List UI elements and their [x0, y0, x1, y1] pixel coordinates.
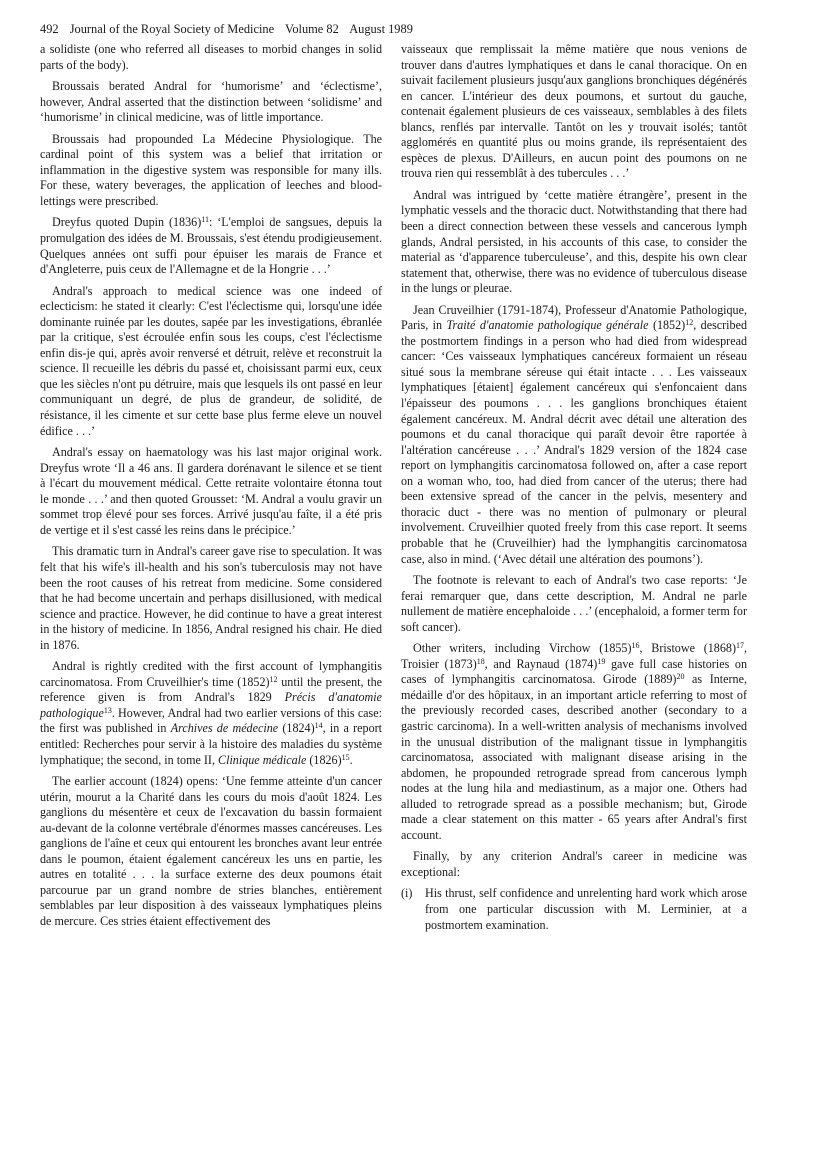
reference-number: 13: [103, 705, 112, 715]
paragraph: [401, 641, 747, 843]
paragraph: [401, 303, 747, 567]
list-text: His thrust, self confidence and unrelenting hard work which arose from one particular discussion with M. Lerminier, at a postmortem examination.: [425, 886, 747, 932]
list-item: [401, 886, 747, 933]
text-run: gave full case histories on cases of lymphangitis carcinomatosa. Girode (1889): [401, 656, 747, 687]
text-run: Other writers, including Virchow (1855): [413, 641, 632, 656]
text-run: , Troisier (1873): [401, 641, 747, 671]
book-title: Précis d'anatomie pathologique: [40, 690, 382, 720]
reference-number: 11: [201, 215, 209, 225]
reference-number: 14: [314, 721, 323, 731]
left-column: [40, 42, 382, 936]
text-run: .: [349, 752, 353, 767]
issue-date: August 1989: [349, 22, 413, 36]
reference-number: 12: [685, 318, 694, 328]
journal-title: Journal of the Royal Society of Medicine: [69, 22, 275, 36]
journal-name: Archives de médecine: [170, 721, 279, 736]
paragraph: vaisseaux que remplissait la même matière que nous venions de trouver dans d'autres lymphatiques et dans le canal thoracique. On en suivait facilement plusieurs jusqu'aux ganglions bronchiques dégénérés en cancer. L'intérieur des deux poumons, et surtout du gauche, contenait également plusieurs de ces vaisseaux, semblables à des filets blancs, renflés par intervalle. Tantôt on les y trouvait isolés; tantôt agglomérés en quantité plus ou moins grande, ils représentaient des espèces de plexus. D'Ailleurs, en aucun point des poumons on ne trouva rien qui ressemblât à des tubercules . . .’: [401, 42, 747, 181]
text-run: Jean Cruveilhier (1791-1874), Professeur d'Anatomie Pathologique, Paris, in: [401, 302, 747, 333]
list-number: (i): [401, 886, 413, 901]
text-run: , in a report entitled: Recherches pour servir à la histoire des maladies du système lymphatique; the second, in tome II,: [40, 721, 383, 767]
paragraph: This dramatic turn in Andral's career gave rise to speculation. It was felt that his wife's ill-health and his son's tuberculosis may not have been the root causes of his retreat from medicine. Some considered that he had become uncertain and perhaps disillusioned, with medical science and practice. However, he did continue to have a great interest in the history of medicine. In 1856, Andral resigned his chair. He died in 1876.: [40, 544, 382, 652]
text-run: Andral is rightly credited with the first account of lymphangitis carcinomatosa. From Cruveilhier's time (1852): [40, 659, 382, 689]
reference-number: 12: [269, 674, 278, 684]
paragraph: a solidiste (one who referred all diseases to morbid changes in solid parts of the body).: [40, 42, 382, 72]
paragraph: [40, 215, 382, 277]
page-number: 492: [40, 22, 59, 36]
text-run: : ‘L'emploi de sangsues, depuis la promulgation des idées de M. Broussais, s'est étendu prodigieusement. Quelques années ont suffi pour épuiser les marais de France et d'Angleterre, puis ceux de l'Allemagne et de la Hongrie . . .’: [40, 215, 383, 277]
paragraph: Andral was intrigued by ‘cette matière étrangère’, present in the lymphatic vessels and the thoracic duct. Notwithstanding that there had been a direct connection between these vessels and cancerous lymph glands, Andral persisted, in his accounts of this case, to consider the material as ‘d'apparence tuberculeuse’, and this, despite his own clear statement that, otherwise, there was no evidence of tuberculous disease in the lungs or pleurae.: [401, 187, 747, 296]
paragraph: Finally, by any criterion Andral's career in medicine was exceptional:: [401, 849, 747, 879]
text-run: as Interne, médaille d'or des hôpitaux, in an important article referring to most of the previously recorded cases, described another (secondary to a gastric carcinoma). In a well-written analysis of mechanisms involved in the unusual distribution of the malignant tissue in lymphangitis carcinomatosa, associated with malignant disease arising in the abdomen, he propounded retrograde spread from cancerous lymph nodes at the lung hila and mediastinum, as a major one. Others had alluded to retrograde spread as a possible mechanism; but, Girode made a clear statement on this matter - 65 years after Andral's first account.: [401, 672, 747, 842]
book-title: Traité d'anatomie pathologique générale: [446, 318, 649, 333]
reference-number: 16: [631, 641, 640, 651]
text-run: (1826): [306, 752, 342, 767]
text-run: , and Raynaud (1874): [484, 656, 598, 671]
text-run: . However, Andral had two earlier versions of this case: the first was published in: [40, 705, 382, 736]
text-run: Dreyfus quoted Dupin (1836): [52, 215, 202, 230]
paragraph: The earlier account (1824) opens: ‘Une femme atteinte d'un cancer utérin, mourut a la Charité dans les cours du mois d'août 1824. Les ganglions du mésentère et ceux de l'excavation du bassin formaient au-devant de la colonne vertébrale d'énormes masses cancéreuses. Les ganglions de l'aîne et ceux qui entourent les bronches avant leur entrée dans le poumon, étaient également cancéreux les uns en partie, les autres en totalité . . . la surface externe des deux poumons était parcourue par un grand nombre de stries blanches, entièrement semblables par leur disposition à des vaisseaux lymphatiques pleins de mercure. Ces stries étaient effectivement des: [40, 774, 382, 928]
reference-number: 17: [735, 641, 744, 651]
right-column: [401, 42, 747, 933]
reference-number: 15: [341, 752, 350, 762]
text-run: (1824): [278, 721, 315, 736]
paragraph: Andral's approach to medical science was one indeed of eclecticism: he stated it clearly: C'est l'éclectisme qui, lorsqu'une idée dominante ruinée par les doutes, sapée par les investigations, ébranlée par la critique, s'est écroulée enfin sous les coups, c'est l'éclectisme enfin dis-je qui, après avoir renversé et détruit, relève et reconstruit la science. Il recueille les débris du passé et, choisissant parmi eux, ceux que les siècles n'ont pu détruire, mais que lesquels ils ont passé en leur communiquant un degré, de plus de grandeur, de solidité, de résistance, il les cimente et sur cette base plus ferme eleve un nouvel édifice . . .’: [40, 283, 382, 438]
paragraph: Broussais had propounded La Médecine Physiologique. The cardinal point of this system was a belief that irritation or inflammation in the digestive system was responsible for many ills. For these, watery beverages, the application of leeches and blood-lettings were prescribed.: [40, 131, 382, 208]
book-title: Clinique médicale: [218, 752, 307, 767]
paragraph: Broussais berated Andral for ‘humorisme’ and ‘éclectisme’, however, Andral asserted that the distinction between ‘solidisme’ and ‘humorisme’ in clinical medicine, was of little importance.: [40, 79, 382, 125]
text-run: (1852): [648, 318, 686, 333]
paragraph: [40, 659, 382, 768]
paragraph: The footnote is relevant to each of Andral's two case reports: ‘Je ferai remarquer que, dans cette description, M. Andral ne parle nullement de matière encephaloide . . .’ (encephaloid, a former term for soft cancer).: [401, 573, 747, 634]
reference-number: 20: [676, 672, 685, 682]
running-header: [40, 22, 780, 37]
journal-volume: Volume 82: [284, 22, 339, 36]
paragraph: Andral's essay on haematology was his last major original work. Dreyfus wrote ‘Il a 46 ans. Il gardera dorénavant le silence et se tient à l'écart du mouvement médical. Cette retraite volontaire étonna tout le monde . . .’ and then quoted Grousset: ‘M. Andral a voulu gravir un sommet trop élevé pour ses forces. Arrivé jusqu'au faîte, il a été pris de vertige et il s'est cassé les reins dans le précipice.’: [40, 445, 382, 537]
text-run: , described the postmortem findings in a person who had died from widespread cancer: ‘Ces vaisseaux lymphatiques cancéreux formaient un réseau situé sous la membrane séreuse qui était intacte . . . Les vaisseaux lymphatiques [étaient] également cancéreux qui s'enfoncaient dans l'épaisseur des poumons . . . les ganglions bronchiques étaient également cancéreux. M. Andral décrit avec détail une alteration des poumons et du canal thoracique qui paraît devoir être raportée à l'altération cancéreuse . . .’ Andral's 1829 version of the 1824 case report on lymphangitis carcinomatosa followed on, after a case report on a woman who, too, had died from cancer of the uterus; there had been extensive spread of the cancer in the pelvis, mesentery and thoracic duct - there was no mention of pulmonary or pleural involvement. Cruveilhier quoted freely from this case report. It seems probable that he (Cruveilhier) had the lymphangitis carcinomatosa case, also in mind. (‘Avec détail une altération des poumons’).: [401, 318, 747, 566]
text-run: , Bristowe (1868): [639, 641, 736, 656]
reference-number: 18: [476, 656, 485, 666]
reference-number: 19: [597, 656, 606, 666]
text-run: until the present, the reference given is from Andral's 1829: [40, 674, 382, 705]
